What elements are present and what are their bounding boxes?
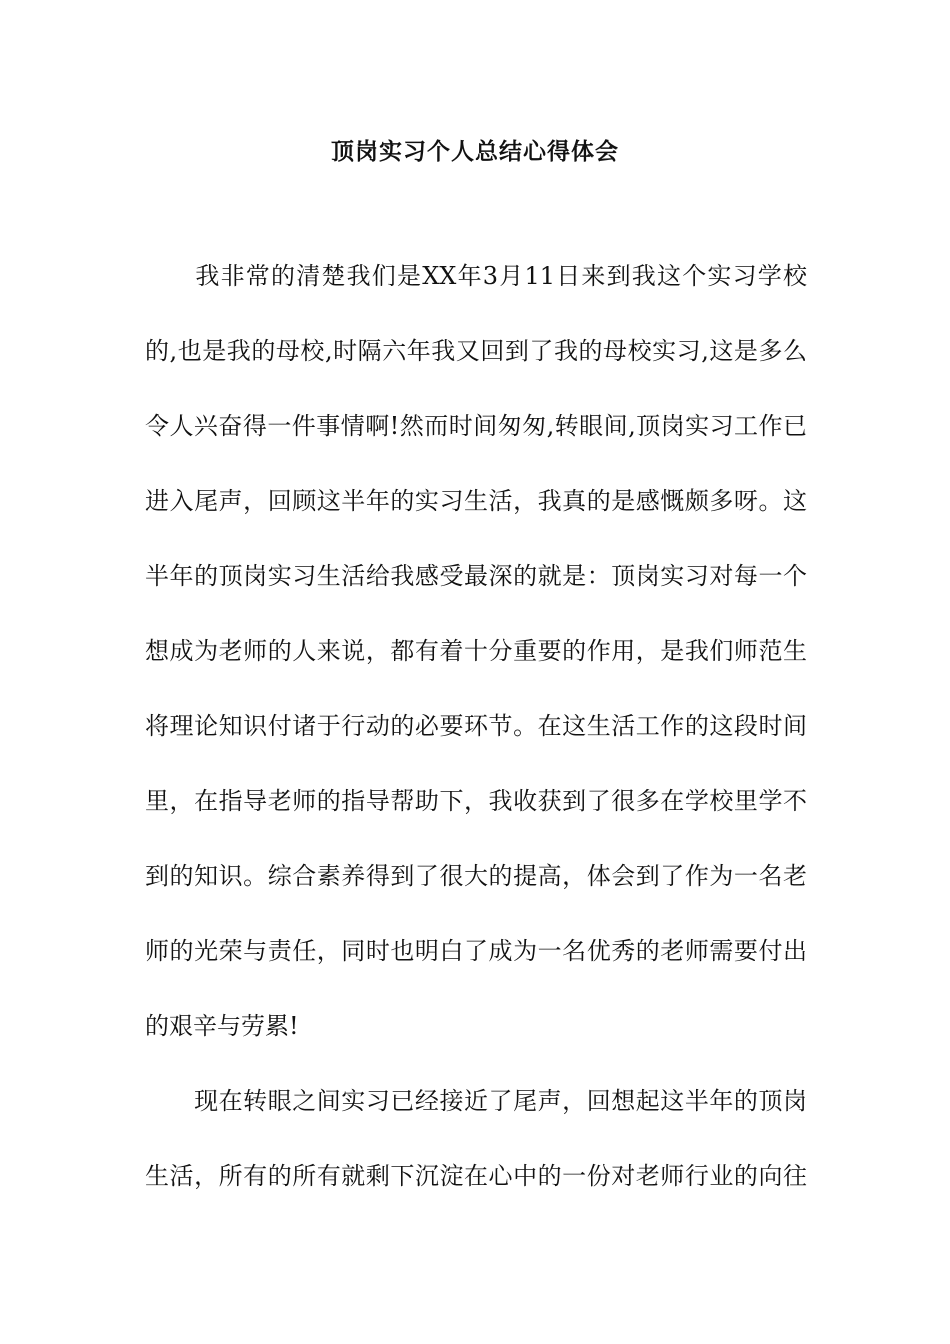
paragraph-1-line-8: 里，在指导老师的指导帮助下，我收获到了很多在学校里学不 bbox=[145, 787, 807, 815]
paragraph-1-line-3: 令人兴奋得一件事情啊!然而时间匆匆,转眼间,顶岗实习工作已 bbox=[145, 412, 807, 440]
paragraph-1-line-1: 我非常的清楚我们是XX年3月11日来到我这个实习学校 bbox=[145, 262, 807, 290]
paragraph-1-line-4: 进入尾声，回顾这半年的实习生活，我真的是感慨颇多呀。这 bbox=[145, 487, 807, 515]
paragraph-1-line-6: 想成为老师的人来说，都有着十分重要的作用，是我们师范生 bbox=[145, 637, 807, 665]
paragraph-1-line-10: 师的光荣与责任，同时也明白了成为一名优秀的老师需要付出 bbox=[145, 937, 807, 965]
paragraph-1-line-5: 半年的顶岗实习生活给我感受最深的就是：顶岗实习对每一个 bbox=[145, 562, 807, 590]
paragraph-2-line-2: 生活，所有的所有就剩下沉淀在心中的一份对老师行业的向往 bbox=[145, 1162, 807, 1190]
paragraph-1-line-9: 到的知识。综合素养得到了很大的提高，体会到了作为一名老 bbox=[145, 862, 807, 890]
paragraph-2-line-1: 现在转眼之间实习已经接近了尾声，回想起这半年的顶岗 bbox=[145, 1087, 807, 1115]
document-title: 顶岗实习个人总结心得体会 bbox=[331, 139, 619, 165]
paragraph-1-line-11: 的艰辛与劳累! bbox=[145, 1012, 299, 1040]
paragraph-1-line-7: 将理论知识付诸于行动的必要环节。在这生活工作的这段时间 bbox=[145, 712, 807, 740]
paragraph-1-line-2: 的,也是我的母校,时隔六年我又回到了我的母校实习,这是多么 bbox=[145, 337, 807, 365]
